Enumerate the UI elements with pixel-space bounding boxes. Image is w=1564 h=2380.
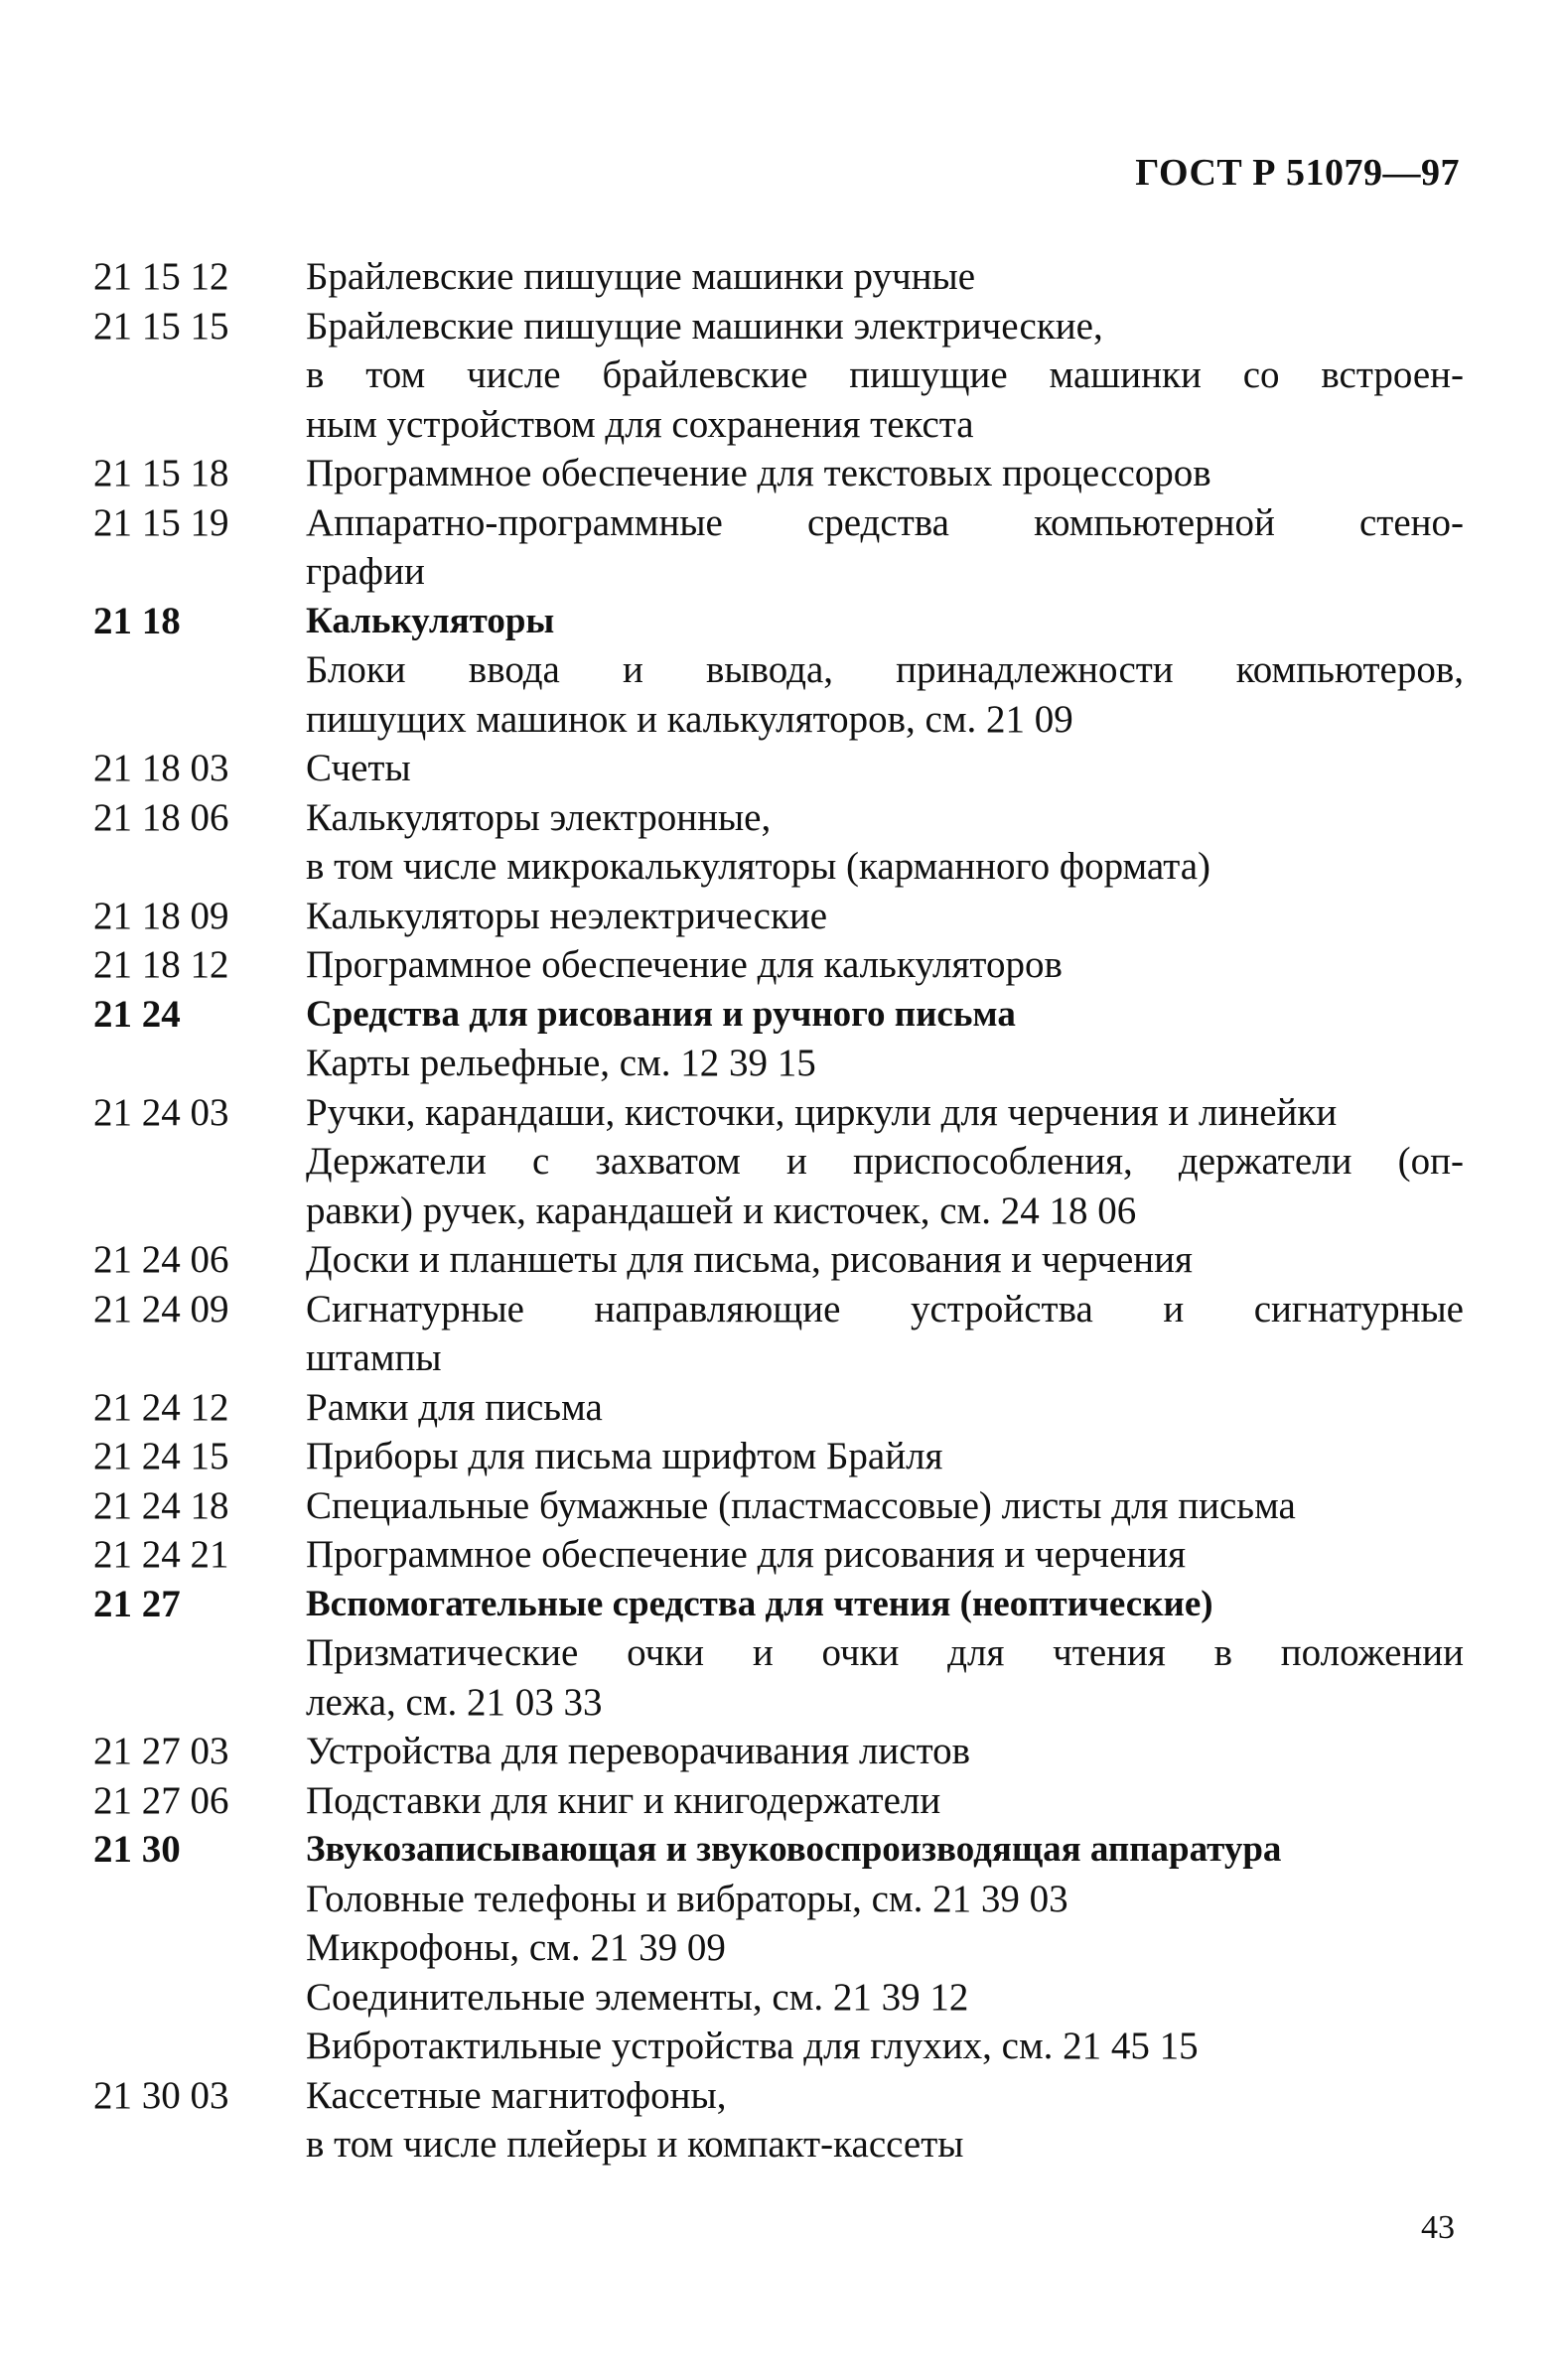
entry-line: Калькуляторы электронные, <box>306 795 772 839</box>
entry-text <box>306 1973 1464 2023</box>
entry-text <box>306 302 1464 450</box>
entry-text <box>306 892 1464 941</box>
entry-line: Призматические очки и очки для чтения в положении <box>306 1631 1464 1674</box>
entry-line: Ручки, карандаши, кисточки, циркули для черчения и линейки <box>306 1090 1338 1134</box>
cross-reference <box>93 1973 1464 2023</box>
entry-line: Доски и планшеты для письма, рисования и черчения <box>306 1238 1193 1281</box>
entry-text <box>306 1923 1464 1973</box>
section-title: Средства для рисования и ручного письма <box>306 993 1016 1035</box>
entry-line: ным устройством для сохранения текста <box>306 402 974 446</box>
entry-line: Сигнатурные направляющие устройства и сигнатурные <box>306 1287 1464 1330</box>
entry-text <box>306 940 1464 990</box>
entry-text <box>306 449 1464 498</box>
entry-text <box>306 793 1464 892</box>
list-item <box>93 1530 1464 1580</box>
entry-text <box>306 1481 1464 1531</box>
entry-line: равки) ручек, карандашей и кисточек, см. 24 18 06 <box>306 1189 1137 1232</box>
classification-code: 21 15 15 <box>93 304 229 348</box>
classification-code: 21 30 03 <box>93 2073 229 2117</box>
cross-reference <box>93 1039 1464 1088</box>
entry-line: Программное обеспечение для калькуляторов <box>306 943 1063 986</box>
list-item <box>93 892 1464 941</box>
section-title: Звукозаписывающая и звуковоспроизводящая аппаратура <box>306 1829 1282 1870</box>
entry-line: Брайлевские пишущие машинки ручные <box>306 255 976 298</box>
list-item <box>93 302 1464 450</box>
entry-line: Устройства для переворачивания листов <box>306 1730 971 1772</box>
classification-code: 21 15 12 <box>93 255 229 298</box>
classification-code: 21 15 19 <box>93 500 229 544</box>
entry-line: Аппаратно-программные средства компьютерной стено- <box>306 500 1464 544</box>
entry-line: лежа, см. 21 03 33 <box>306 1680 603 1724</box>
classification-code: 21 24 <box>93 992 181 1036</box>
entry-text <box>306 1727 1464 1776</box>
section-heading <box>93 1580 1464 1629</box>
list-item <box>93 1383 1464 1433</box>
entry-text <box>306 744 1464 793</box>
section-heading <box>93 1825 1464 1875</box>
classification-code: 21 30 <box>93 1828 181 1871</box>
entry-text <box>306 1825 1464 1875</box>
entry-text <box>306 1383 1464 1433</box>
entry-line: Рамки для письма <box>306 1385 603 1429</box>
entry-text <box>306 252 1464 302</box>
list-item <box>93 1727 1464 1776</box>
list-item <box>93 1285 1464 1383</box>
list-item <box>93 1235 1464 1285</box>
classification-code: 21 24 09 <box>93 1287 229 1330</box>
entry-text <box>306 1088 1464 1236</box>
classification-code: 21 24 15 <box>93 1435 229 1477</box>
list-item <box>93 449 1464 498</box>
entry-line: пишущих машинок и калькуляторов, см. 21 09 <box>306 697 1073 741</box>
entry-text <box>306 1875 1464 1924</box>
list-item <box>93 940 1464 990</box>
list-item <box>93 793 1464 892</box>
entry-line: Счеты <box>306 747 411 789</box>
classification-code: 21 24 06 <box>93 1238 229 1281</box>
entry-line: Программное обеспечение для текстовых процессоров <box>306 452 1211 494</box>
entry-text <box>306 2071 1464 2170</box>
classification-code: 21 27 03 <box>93 1730 229 1772</box>
entry-text <box>306 1580 1464 1629</box>
section-title: Калькуляторы <box>306 600 555 641</box>
list-item <box>93 1432 1464 1481</box>
entry-line: Блоки ввода и вывода, принадлежности компьютеров, <box>306 648 1464 691</box>
classification-code: 21 15 18 <box>93 452 229 494</box>
entry-line: Программное обеспечение для рисования и черчения <box>306 1533 1187 1576</box>
entry-line: Вибротактильные устройства для глухих, см. 21 45 15 <box>306 2025 1199 2067</box>
entry-text <box>306 1235 1464 1285</box>
list-item <box>93 1776 1464 1826</box>
classification-code: 21 27 06 <box>93 1778 229 1822</box>
classification-code: 21 18 09 <box>93 894 229 937</box>
classification-code: 21 24 12 <box>93 1385 229 1429</box>
classification-code: 21 18 03 <box>93 747 229 789</box>
entry-text <box>306 1530 1464 1580</box>
cross-reference <box>93 1923 1464 1973</box>
entry-line: Калькуляторы неэлектрические <box>306 894 828 937</box>
cross-reference <box>93 645 1464 744</box>
entry-text <box>306 597 1464 646</box>
entry-line: Микрофоны, см. 21 39 09 <box>306 1926 726 1969</box>
classification-code: 21 18 <box>93 599 181 642</box>
entry-text <box>306 990 1464 1040</box>
list-item <box>93 1481 1464 1531</box>
section-heading <box>93 597 1464 646</box>
list-item <box>93 498 1464 597</box>
classification-code: 21 27 <box>93 1582 181 1625</box>
list-item <box>93 744 1464 793</box>
entry-text <box>306 1039 1464 1088</box>
entry-line: Соединительные элементы, см. 21 39 12 <box>306 1975 969 2019</box>
classification-code: 21 24 21 <box>93 1533 229 1576</box>
entry-line: Головные телефоны и вибраторы, см. 21 39 03 <box>306 1877 1068 1920</box>
entry-line: Брайлевские пишущие машинки электрические, <box>306 304 1103 348</box>
entry-text <box>306 498 1464 597</box>
standard-header: ГОСТ Р 51079—97 <box>1135 152 1460 194</box>
entry-text <box>306 1432 1464 1481</box>
entry-text <box>306 2022 1464 2071</box>
entry-line: Подставки для книг и книгодержатели <box>306 1778 941 1822</box>
entry-line: в том числе плейеры и компакт-кассеты <box>306 2123 964 2166</box>
entry-line: Держатели с захватом и приспособления, держатели (оп- <box>306 1140 1464 1183</box>
entry-line: в том числе микрокалькуляторы (карманного формата) <box>306 845 1211 888</box>
entry-text <box>306 1628 1464 1727</box>
page-number: 43 <box>1421 2209 1455 2246</box>
entry-line: штампы <box>306 1336 442 1379</box>
cross-reference <box>93 1875 1464 1924</box>
classification-code: 21 24 18 <box>93 1483 229 1527</box>
classification-code: 21 18 12 <box>93 943 229 986</box>
entry-line: Приборы для письма шрифтом Брайля <box>306 1435 943 1477</box>
section-title: Вспомогательные средства для чтения (неоптические) <box>306 1583 1213 1624</box>
entry-line: графии <box>306 550 425 593</box>
list-item <box>93 2071 1464 2170</box>
list-item <box>93 1088 1464 1236</box>
entry-line: Кассетные магнитофоны, <box>306 2073 727 2117</box>
classification-code: 21 18 06 <box>93 795 229 839</box>
cross-reference <box>93 1628 1464 1727</box>
classification-list <box>93 252 1464 2170</box>
entry-line: Специальные бумажные (пластмассовые) листы для письма <box>306 1483 1296 1527</box>
section-heading <box>93 990 1464 1040</box>
cross-reference <box>93 2022 1464 2071</box>
entry-text <box>306 1285 1464 1383</box>
entry-line: в том числе брайлевские пишущие машинки со встроен- <box>306 353 1464 396</box>
entry-text <box>306 1776 1464 1826</box>
entry-text <box>306 645 1464 744</box>
classification-code: 21 24 03 <box>93 1090 229 1134</box>
list-item <box>93 252 1464 302</box>
entry-line: Карты рельефные, см. 12 39 15 <box>306 1042 816 1084</box>
